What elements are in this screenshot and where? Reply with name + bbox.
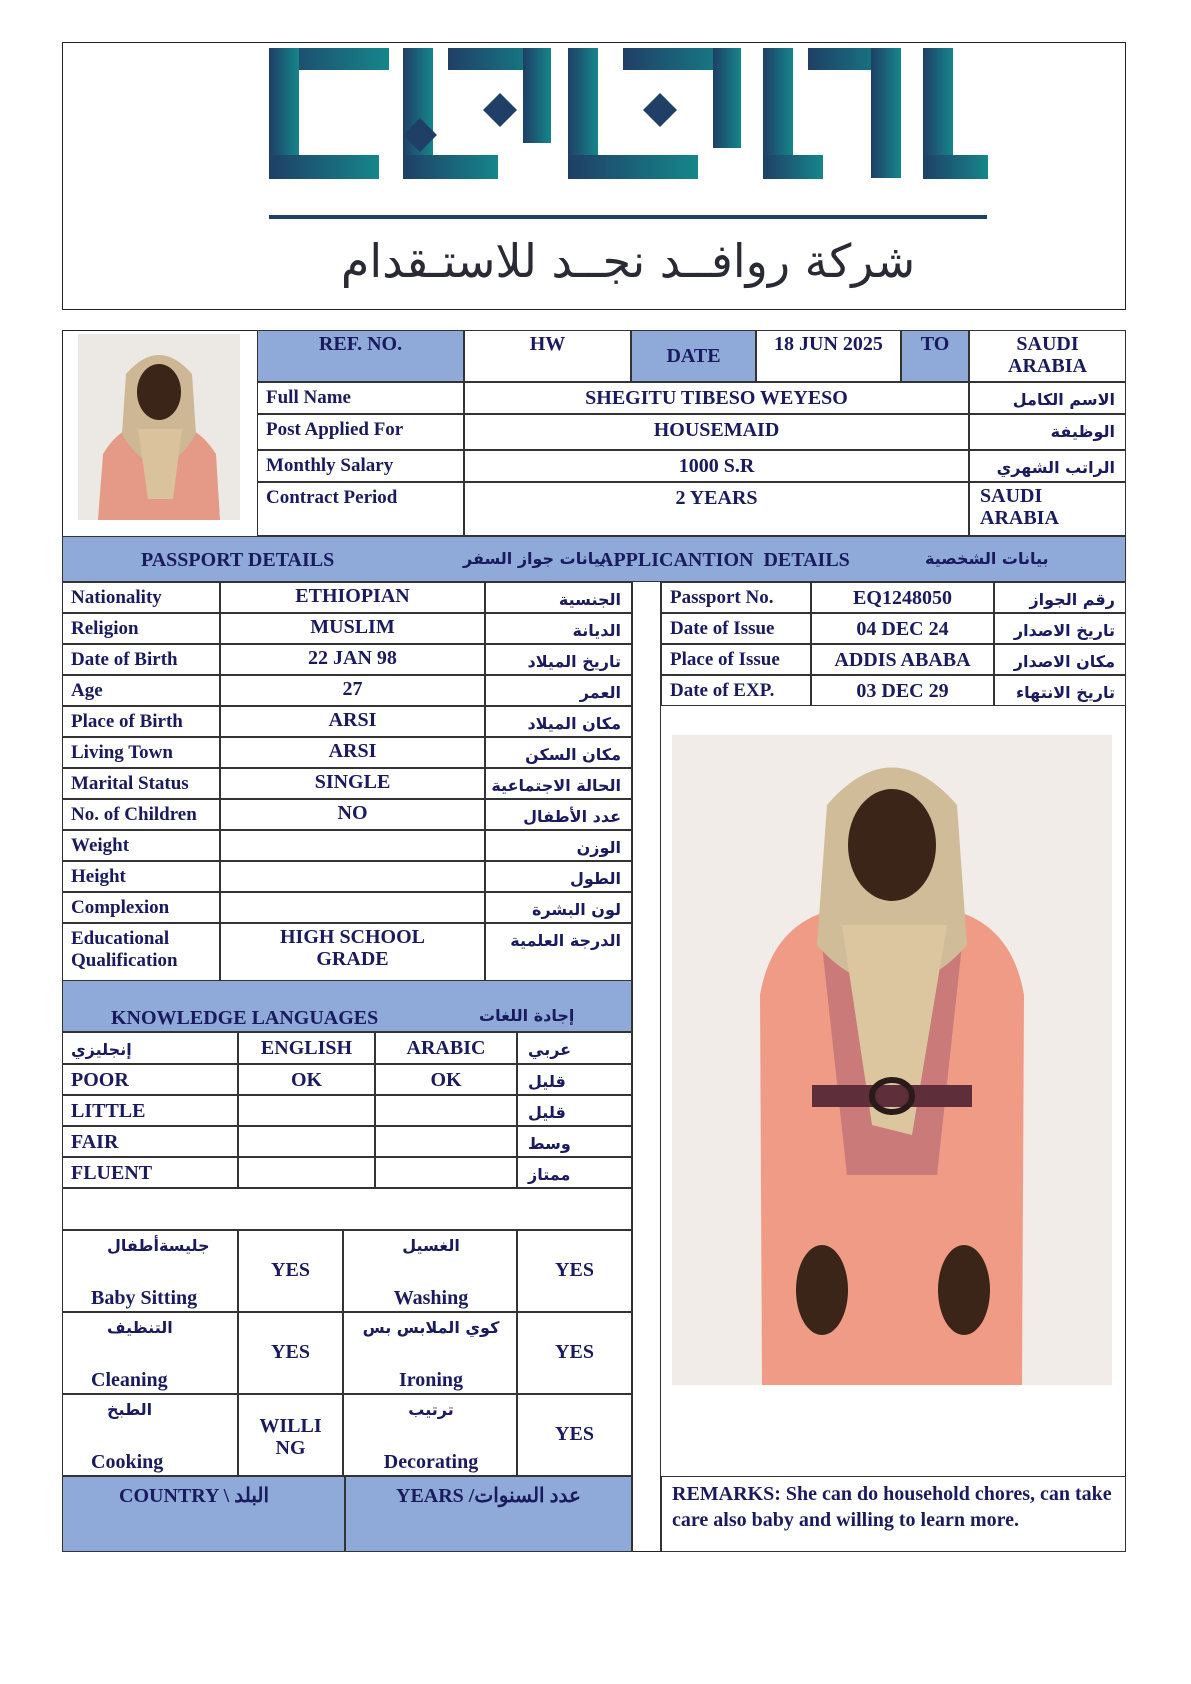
skill-right-ar: الغسيل [402, 1236, 460, 1255]
date-value: 18 JUN 2025 [756, 330, 901, 382]
skill-left-value: WILLI NG [238, 1394, 343, 1476]
personal-value: ETHIOPIAN [220, 582, 485, 613]
main-row-arabic: الوظيفة [969, 414, 1126, 450]
personal-value: 27 [220, 675, 485, 706]
passport-arabic: تاريخ الاصدار [994, 613, 1126, 644]
skill-left [62, 1394, 238, 1476]
personal-arabic: عدد الأطفال [485, 799, 632, 830]
letterhead [62, 42, 1126, 310]
passport-details-heading-ar: بيانات جواز السفر [463, 549, 607, 568]
lang-level: LITTLE [62, 1095, 238, 1126]
personal-arabic: الطول [485, 861, 632, 892]
lang-arabic [375, 1095, 517, 1126]
personal-label: Height [62, 861, 220, 892]
skill-right-en: Washing [393, 1287, 469, 1309]
personal-label: Date of Birth [62, 644, 220, 675]
ref-value: HW [464, 330, 631, 382]
photo-cell-border [62, 330, 258, 536]
personal-value [220, 892, 485, 923]
application-details-heading: APPLICANTION DETAILS [599, 549, 850, 571]
lang-level-ar: قليل [517, 1064, 632, 1095]
to-value: SAUDI ARABIA [969, 330, 1126, 382]
skill-left-en: Cleaning [91, 1369, 168, 1391]
experience-years-label: YEARS /عدد السنوات [396, 1485, 581, 1507]
lang-english: OK [238, 1064, 375, 1095]
main-row-value: 2 YEARS [464, 482, 969, 536]
personal-value: MUSLIM [220, 613, 485, 644]
company-name-arabic: شركة روافــد نجــد للاستـقدام [340, 234, 916, 288]
personal-label: Complexion [62, 892, 220, 923]
lang-level: FAIR [62, 1126, 238, 1157]
main-row-label: Full Name [257, 382, 464, 414]
personal-label: Weight [62, 830, 220, 861]
ref-label: REF. NO. [257, 330, 464, 382]
personal-value: NO [220, 799, 485, 830]
skill-left-value: YES [238, 1312, 343, 1394]
lang-level-ar: وسط [517, 1126, 632, 1157]
personal-label: No. of Children [62, 799, 220, 830]
personal-arabic: الحالة الاجتماعية [485, 768, 632, 799]
lang-arabic [375, 1126, 517, 1157]
passport-label: Date of Issue [661, 613, 811, 644]
lang-english [238, 1157, 375, 1188]
application-details-heading-ar: بيانات الشخصية [925, 549, 1049, 568]
personal-arabic: الوزن [485, 830, 632, 861]
lang-header-english: ENGLISH [238, 1032, 375, 1064]
skill-left [62, 1230, 238, 1312]
passport-label: Date of EXP. [661, 675, 811, 706]
skill-left-en: Baby Sitting [91, 1287, 198, 1309]
personal-arabic: الجنسية [485, 582, 632, 613]
languages-heading-ar: إجادة اللغات [479, 1006, 575, 1025]
personal-label: Religion [62, 613, 220, 644]
lang-level: POOR [62, 1064, 238, 1095]
main-row-arabic: الاسم الكامل [969, 382, 1126, 414]
remarks-text: REMARKS: She can do household chores, can take care also baby and willing to learn more. [672, 1483, 1112, 1531]
lang-arabic: OK [375, 1064, 517, 1095]
section-bar [62, 536, 1126, 582]
main-row-arabic: الراتب الشهري [969, 450, 1126, 482]
personal-arabic: الديانة [485, 613, 632, 644]
skill-right-ar: ترتيب [408, 1400, 454, 1419]
personal-arabic: العمر [485, 675, 632, 706]
passport-details-heading: PASSPORT DETAILS [141, 549, 335, 571]
main-row-arabic: SAUDI ARABIA [969, 482, 1126, 536]
lang-header-english-ar: إنجليزي [62, 1032, 238, 1064]
lang-level: FLUENT [62, 1157, 238, 1188]
passport-value: 04 DEC 24 [811, 613, 994, 644]
experience-years-cell [345, 1476, 632, 1552]
personal-value: HIGH SCHOOL GRADE [220, 923, 485, 981]
personal-arabic: تاريخ الميلاد [485, 644, 632, 675]
skill-left-ar: الطبخ [107, 1400, 153, 1419]
main-row-value: HOUSEMAID [464, 414, 969, 450]
passport-arabic: رقم الجواز [994, 582, 1126, 613]
skill-right-value: YES [517, 1312, 632, 1394]
to-label: TO [901, 330, 969, 382]
date-label: DATE [631, 330, 756, 382]
personal-label: Educational Qualification [62, 923, 220, 981]
passport-arabic: مكان الاصدار [994, 644, 1126, 675]
remarks-box [661, 1476, 1126, 1552]
passport-value: EQ1248050 [811, 582, 994, 613]
passport-value: ADDIS ABABA [811, 644, 994, 675]
skill-left [62, 1312, 238, 1394]
experience-country-cell [62, 1476, 345, 1552]
skill-right [343, 1230, 517, 1312]
main-row-value: 1000 S.R [464, 450, 969, 482]
languages-heading: KNOWLEDGE LANGUAGES [111, 1007, 379, 1029]
personal-value [220, 830, 485, 861]
skill-right-value: YES [517, 1394, 632, 1476]
lang-header-arabic-ar: عربي [517, 1032, 632, 1064]
lang-english [238, 1126, 375, 1157]
passport-label: Passport No. [661, 582, 811, 613]
personal-arabic: الدرجة العلمية [485, 923, 632, 981]
skill-left-en: Cooking [91, 1451, 164, 1473]
personal-label: Nationality [62, 582, 220, 613]
skill-left-ar: التنظيف [107, 1318, 173, 1337]
main-row-label: Post Applied For [257, 414, 464, 450]
main-row-label: Monthly Salary [257, 450, 464, 482]
personal-arabic: مكان السكن [485, 737, 632, 768]
lang-english [238, 1095, 375, 1126]
passport-arabic: تاريخ الانتهاء [994, 675, 1126, 706]
skill-left-value: YES [238, 1230, 343, 1312]
main-row-value: SHEGITU TIBESO WEYESO [464, 382, 969, 414]
main-row-label: Contract Period [257, 482, 464, 536]
personal-value: ARSI [220, 706, 485, 737]
applicant-photo-full [672, 735, 1112, 1385]
personal-value: SINGLE [220, 768, 485, 799]
blank-row [62, 1188, 632, 1230]
skill-right-en: Ironing [398, 1369, 464, 1391]
lang-arabic [375, 1157, 517, 1188]
personal-value: 22 JAN 98 [220, 644, 485, 675]
personal-label: Marital Status [62, 768, 220, 799]
lang-level-ar: قليل [517, 1095, 632, 1126]
passport-label: Place of Issue [661, 644, 811, 675]
skill-left-ar: جليسةأطفال [107, 1236, 210, 1255]
skill-right-value: YES [517, 1230, 632, 1312]
personal-value [220, 861, 485, 892]
experience-country-label: COUNTRY \ البلد [119, 1485, 270, 1507]
languages-heading-cell [62, 980, 632, 1032]
personal-value: ARSI [220, 737, 485, 768]
personal-label: Living Town [62, 737, 220, 768]
skill-right [343, 1394, 517, 1476]
passport-value: 03 DEC 29 [811, 675, 994, 706]
lang-header-arabic: ARABIC [375, 1032, 517, 1064]
column-divider [632, 582, 661, 1552]
skill-right-ar: كوي الملابس بس [362, 1318, 500, 1337]
personal-arabic: لون البشرة [485, 892, 632, 923]
lang-level-ar: ممتاز [517, 1157, 632, 1188]
personal-label: Age [62, 675, 220, 706]
skill-right-en: Decorating [383, 1451, 479, 1473]
personal-arabic: مكان الميلاد [485, 706, 632, 737]
skill-right [343, 1312, 517, 1394]
personal-label: Place of Birth [62, 706, 220, 737]
